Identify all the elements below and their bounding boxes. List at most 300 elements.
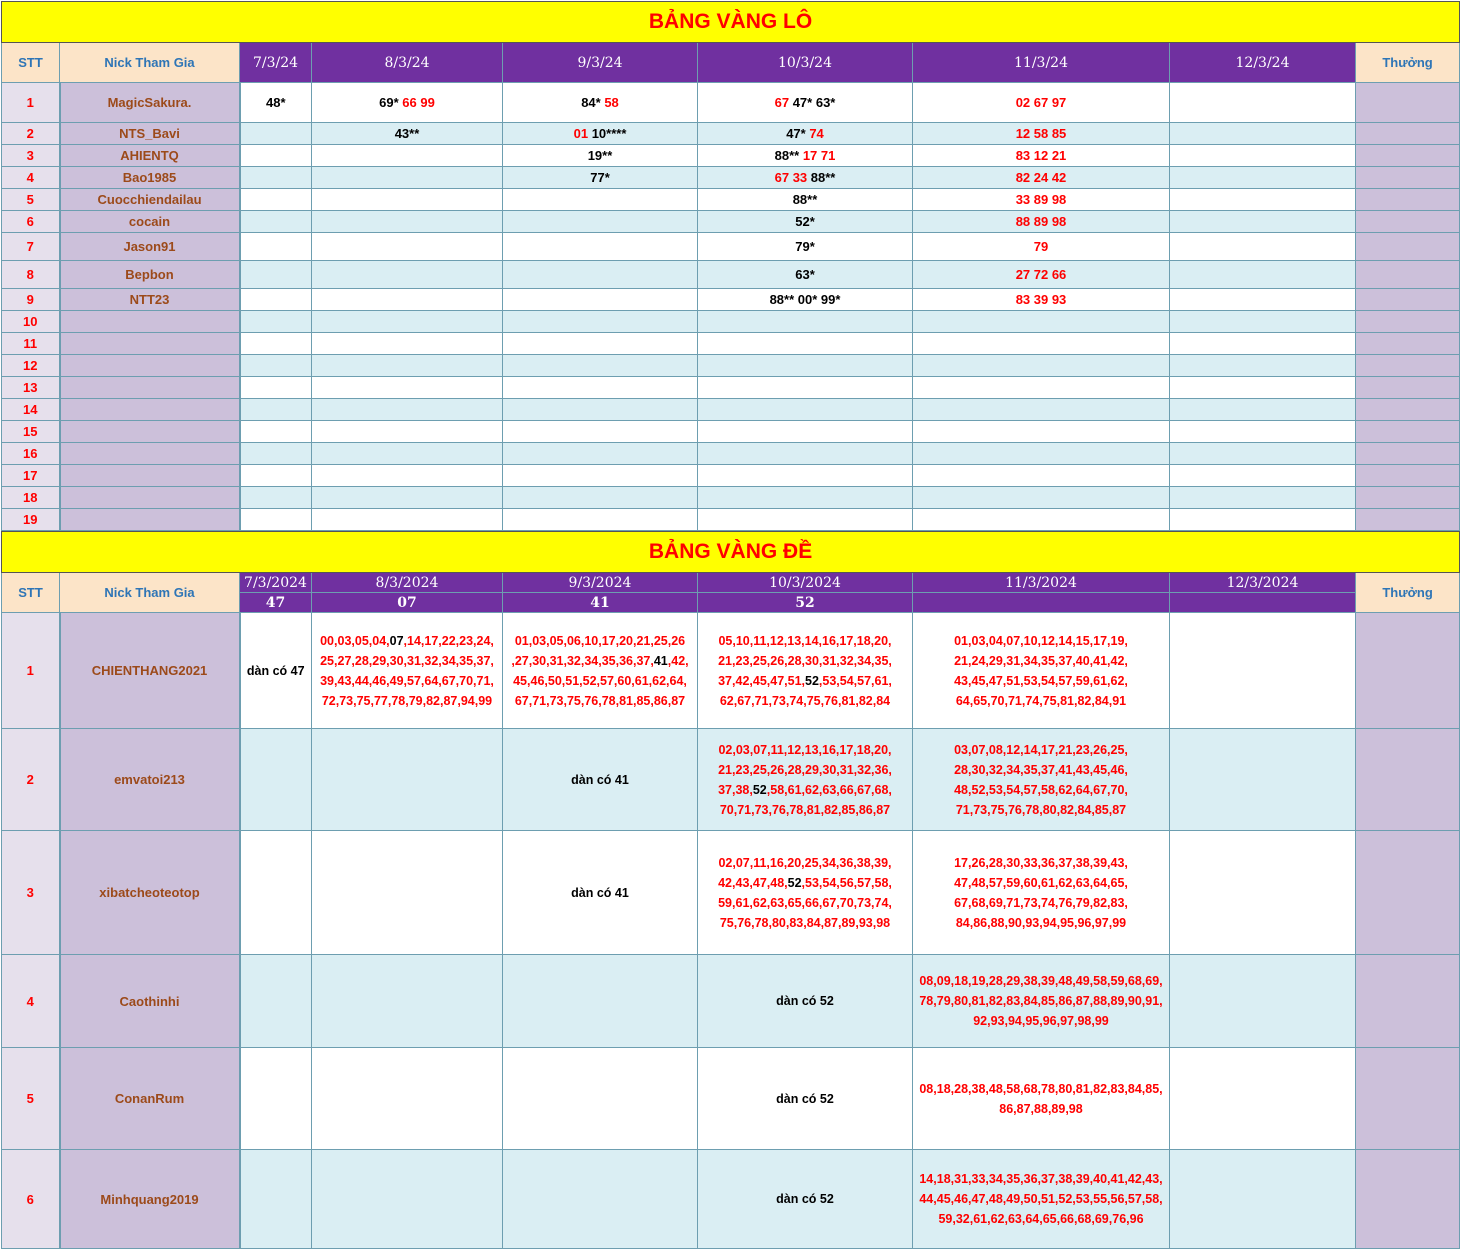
- table-row: [2, 289, 1460, 311]
- cell-number: 08,09,18,19,28,29,38,39,48,49,58,59,68,69,: [919, 974, 1163, 988]
- cell-number: 62,67,71,73,74,75,76,81,82,84: [719, 693, 891, 708]
- row-stt: 8: [2, 261, 60, 289]
- row-stt: 3: [2, 145, 60, 167]
- date-cell[interactable]: [1170, 465, 1356, 487]
- date-cell[interactable]: [698, 955, 913, 1048]
- date-cell[interactable]: [913, 377, 1170, 399]
- de-header-date: 9/3/2024: [503, 573, 698, 593]
- row-stt: 18: [2, 487, 60, 509]
- row-stt: 2: [2, 729, 60, 831]
- de-header-date: 7/3/2024: [240, 573, 312, 593]
- cell-number: dàn có 52: [776, 1192, 834, 1206]
- date-cell[interactable]: [913, 399, 1170, 421]
- row-reward: [1356, 167, 1460, 189]
- date-cell[interactable]: [913, 145, 1170, 167]
- table-row: [2, 145, 1460, 167]
- date-cell[interactable]: [503, 955, 698, 1048]
- row-stt: 2: [2, 123, 60, 145]
- cell-number: 88 89 98: [1015, 214, 1067, 229]
- cell-number: ,42,: [667, 653, 689, 668]
- row-reward: [1356, 311, 1460, 333]
- cell-number: 72,73,75,77,78,79,82,87,94,99: [321, 693, 493, 708]
- date-cell[interactable]: [1170, 311, 1356, 333]
- cell-number: 63*: [795, 267, 815, 282]
- date-cell[interactable]: [312, 377, 503, 399]
- date-cell[interactable]: [240, 211, 312, 233]
- row-nick: Bepbon: [60, 261, 240, 289]
- date-cell[interactable]: [913, 211, 1170, 233]
- date-cell[interactable]: [698, 311, 913, 333]
- date-cell[interactable]: [913, 509, 1170, 531]
- date-cell[interactable]: [312, 355, 503, 377]
- date-cell[interactable]: [503, 443, 698, 465]
- row-nick: Bao1985: [60, 167, 240, 189]
- row-reward: [1356, 289, 1460, 311]
- date-cell[interactable]: [312, 83, 503, 123]
- cell-number: ,58,61,62,63,66,67,68,: [766, 782, 892, 797]
- date-cell[interactable]: [1170, 377, 1356, 399]
- row-stt: 13: [2, 377, 60, 399]
- date-cell[interactable]: [240, 421, 312, 443]
- date-cell[interactable]: [1170, 261, 1356, 289]
- date-cell[interactable]: [240, 333, 312, 355]
- date-cell[interactable]: [312, 1048, 503, 1150]
- date-cell[interactable]: [698, 355, 913, 377]
- date-cell[interactable]: [312, 311, 503, 333]
- date-cell[interactable]: [698, 487, 913, 509]
- date-cell[interactable]: [1170, 729, 1356, 831]
- row-nick: Jason91: [60, 233, 240, 261]
- date-cell[interactable]: [503, 311, 698, 333]
- date-cell[interactable]: [312, 955, 503, 1048]
- table-row: [2, 189, 1460, 211]
- date-cell[interactable]: [503, 729, 698, 831]
- cell-number: 86,87,88,89,98: [999, 1101, 1083, 1116]
- date-cell[interactable]: [1170, 145, 1356, 167]
- cell-number: 37,38,: [718, 782, 753, 797]
- table-row: [2, 261, 1460, 289]
- date-cell[interactable]: [240, 311, 312, 333]
- date-cell[interactable]: [698, 831, 913, 955]
- cell-number: 44,45,46,47,48,49,50,51,52,53,55,56,57,58,: [919, 1192, 1163, 1206]
- cell-number: 67,71,73,75,76,78,81,85,86,87: [514, 693, 686, 708]
- date-cell[interactable]: [698, 443, 913, 465]
- date-cell[interactable]: [240, 189, 312, 211]
- lo-header-date: 11/3/24: [913, 43, 1170, 83]
- date-cell[interactable]: [698, 211, 913, 233]
- cell-number: 78,79,80,81,82,83,84,85,86,87,88,89,90,91,: [919, 994, 1163, 1008]
- cell-number: 21,24,29,31,34,35,37,40,41,42,: [954, 653, 1128, 668]
- date-cell[interactable]: [503, 421, 698, 443]
- cell-number: 70,71,73,76,78,81,82,85,86,87: [719, 802, 891, 817]
- row-reward: [1356, 1150, 1460, 1249]
- cell-number: 00,03,05,04,: [320, 633, 390, 648]
- date-cell[interactable]: [312, 211, 503, 233]
- cell-number: 84,86,88,90,93,94,95,96,97,99: [955, 915, 1127, 930]
- row-reward: [1356, 83, 1460, 123]
- date-cell[interactable]: [312, 289, 503, 311]
- date-cell[interactable]: [698, 289, 913, 311]
- date-cell[interactable]: [240, 831, 312, 955]
- date-cell[interactable]: [312, 123, 503, 145]
- date-cell[interactable]: [913, 421, 1170, 443]
- date-cell[interactable]: [312, 487, 503, 509]
- date-cell[interactable]: [913, 1048, 1170, 1150]
- date-cell[interactable]: [240, 355, 312, 377]
- row-nick: xibatcheoteotop: [60, 831, 240, 955]
- cell-number: 47* 63*: [792, 95, 836, 110]
- date-cell[interactable]: [698, 167, 913, 189]
- cell-number: 88** 00* 99*: [769, 292, 841, 307]
- cell-number: 43,45,47,51,53,54,57,59,61,62,: [954, 673, 1128, 688]
- table-row: [2, 123, 1460, 145]
- cell-number: ,53,54,56,57,58,: [801, 875, 892, 890]
- de-result: [913, 593, 1170, 613]
- row-reward: [1356, 955, 1460, 1048]
- de-result: 07: [312, 593, 503, 613]
- date-cell[interactable]: [1170, 831, 1356, 955]
- row-nick: AHIENTQ: [60, 145, 240, 167]
- cell-number: 52*: [795, 214, 815, 229]
- cell-number: 03,07,08,12,14,17,21,23,26,25,: [954, 742, 1128, 757]
- cell-number: 67: [774, 95, 793, 110]
- date-cell[interactable]: [913, 333, 1170, 355]
- row-stt: 5: [2, 1048, 60, 1150]
- row-nick: [60, 333, 240, 355]
- cell-number: 74: [809, 126, 824, 141]
- date-cell[interactable]: [913, 1150, 1170, 1249]
- date-cell[interactable]: [913, 613, 1170, 729]
- date-cell[interactable]: [1170, 123, 1356, 145]
- cell-number: 48*: [265, 95, 286, 110]
- date-cell[interactable]: [503, 355, 698, 377]
- de-header-nick: Nick Tham Gia: [60, 573, 240, 613]
- date-cell[interactable]: [1170, 443, 1356, 465]
- date-cell[interactable]: [312, 145, 503, 167]
- row-stt: 1: [2, 83, 60, 123]
- date-cell[interactable]: [503, 167, 698, 189]
- date-cell[interactable]: [503, 465, 698, 487]
- date-cell[interactable]: [698, 333, 913, 355]
- cell-number: 88**: [810, 170, 836, 185]
- date-cell[interactable]: [1170, 1048, 1356, 1150]
- date-cell[interactable]: [240, 613, 312, 729]
- date-cell[interactable]: [698, 123, 913, 145]
- date-cell[interactable]: [312, 189, 503, 211]
- row-stt: 6: [2, 1150, 60, 1249]
- date-cell[interactable]: [913, 311, 1170, 333]
- date-cell[interactable]: [312, 261, 503, 289]
- table-row: [2, 613, 1460, 729]
- date-cell[interactable]: [1170, 1150, 1356, 1249]
- row-nick: [60, 487, 240, 509]
- row-nick: [60, 311, 240, 333]
- date-cell[interactable]: [698, 145, 913, 167]
- date-cell[interactable]: [913, 831, 1170, 955]
- date-cell[interactable]: [698, 729, 913, 831]
- date-cell[interactable]: [698, 83, 913, 123]
- date-cell[interactable]: [240, 83, 312, 123]
- date-cell[interactable]: [503, 145, 698, 167]
- row-nick: Caothinhi: [60, 955, 240, 1048]
- date-cell[interactable]: [240, 729, 312, 831]
- date-cell[interactable]: [240, 509, 312, 531]
- date-cell[interactable]: [698, 613, 913, 729]
- cell-number: 01: [573, 126, 592, 141]
- lo-header-date: 12/3/24: [1170, 43, 1356, 83]
- lo-header-date: 9/3/24: [503, 43, 698, 83]
- table-row: [2, 465, 1460, 487]
- cell-number: dàn có 41: [571, 885, 629, 900]
- row-reward: [1356, 487, 1460, 509]
- row-nick: [60, 443, 240, 465]
- row-reward: [1356, 399, 1460, 421]
- cell-number: 79: [1033, 239, 1049, 254]
- date-cell[interactable]: [503, 487, 698, 509]
- date-cell[interactable]: [312, 1150, 503, 1249]
- date-cell[interactable]: [1170, 509, 1356, 531]
- date-cell[interactable]: [913, 955, 1170, 1048]
- de-header-date: 10/3/2024: [698, 573, 913, 593]
- date-cell[interactable]: [913, 233, 1170, 261]
- table-row: [2, 831, 1460, 955]
- date-cell[interactable]: [240, 465, 312, 487]
- date-cell[interactable]: [1170, 399, 1356, 421]
- date-cell[interactable]: [1170, 233, 1356, 261]
- row-stt: 7: [2, 233, 60, 261]
- row-stt: 5: [2, 189, 60, 211]
- cell-number: ,27,30,31,32,34,35,36,37,: [511, 653, 654, 668]
- row-nick: emvatoi213: [60, 729, 240, 831]
- cell-number: 27 72 66: [1015, 267, 1067, 282]
- table-row: [2, 311, 1460, 333]
- cell-number: 52: [752, 782, 767, 797]
- cell-number: 28,30,32,34,35,37,41,43,45,46,: [954, 762, 1128, 777]
- date-cell[interactable]: [1170, 487, 1356, 509]
- row-reward: [1356, 123, 1460, 145]
- lo-header-date: 8/3/24: [312, 43, 503, 83]
- cell-number: 01,03,05,06,10,17,20,21,25,26: [514, 633, 686, 648]
- date-cell[interactable]: [503, 831, 698, 955]
- date-cell[interactable]: [698, 509, 913, 531]
- cell-number: ,53,54,57,61,: [818, 673, 892, 688]
- date-cell[interactable]: [240, 289, 312, 311]
- table-row: [2, 233, 1460, 261]
- de-result: [1170, 593, 1356, 613]
- row-stt: 19: [2, 509, 60, 531]
- date-cell[interactable]: [1170, 421, 1356, 443]
- cell-number: 42,43,47,48,: [718, 875, 788, 890]
- row-nick: NTS_Bavi: [60, 123, 240, 145]
- cell-number: 07: [389, 633, 404, 648]
- cell-number: 21,23,25,26,28,30,31,32,34,35,: [718, 653, 892, 668]
- date-cell[interactable]: [1170, 211, 1356, 233]
- date-cell[interactable]: [312, 465, 503, 487]
- de-header-date: 12/3/2024: [1170, 573, 1356, 593]
- date-cell[interactable]: [1170, 189, 1356, 211]
- table-row: [2, 1048, 1460, 1150]
- cell-number: 67 33: [774, 170, 811, 185]
- date-cell[interactable]: [698, 421, 913, 443]
- row-reward: [1356, 613, 1460, 729]
- date-cell[interactable]: [503, 509, 698, 531]
- date-cell[interactable]: [240, 167, 312, 189]
- date-cell[interactable]: [698, 261, 913, 289]
- date-cell[interactable]: [312, 333, 503, 355]
- row-nick: [60, 421, 240, 443]
- date-cell[interactable]: [312, 831, 503, 955]
- row-reward: [1356, 233, 1460, 261]
- date-cell[interactable]: [913, 487, 1170, 509]
- row-reward: [1356, 355, 1460, 377]
- cell-number: 37,42,45,47,51,: [718, 673, 805, 688]
- date-cell[interactable]: [240, 955, 312, 1048]
- cell-number: 48,52,53,54,57,58,62,64,67,70,: [954, 782, 1128, 797]
- cell-number: ,14,17,22,23,24,: [403, 633, 494, 648]
- cell-number: 21,23,25,26,28,29,30,31,32,36,: [718, 762, 892, 777]
- cell-number: 17,26,28,30,33,36,37,38,39,43,: [954, 855, 1128, 870]
- bang-vang-lo-table: [1, 1, 1460, 531]
- cell-number: 52: [805, 673, 819, 688]
- cell-number: 88**: [792, 192, 818, 207]
- date-cell[interactable]: [240, 399, 312, 421]
- date-cell[interactable]: [312, 443, 503, 465]
- lo-title: BẢNG VÀNG LÔ: [2, 2, 1460, 43]
- row-stt: 11: [2, 333, 60, 355]
- date-cell[interactable]: [503, 233, 698, 261]
- date-cell[interactable]: [698, 1150, 913, 1249]
- date-cell[interactable]: [240, 443, 312, 465]
- table-row: [2, 421, 1460, 443]
- date-cell[interactable]: [913, 443, 1170, 465]
- table-row: [2, 509, 1460, 531]
- date-cell[interactable]: [698, 377, 913, 399]
- cell-number: 47*: [786, 126, 810, 141]
- table-row: [2, 333, 1460, 355]
- cell-number: dàn có 41: [571, 772, 629, 787]
- date-cell[interactable]: [698, 399, 913, 421]
- row-reward: [1356, 145, 1460, 167]
- date-cell[interactable]: [503, 189, 698, 211]
- date-cell[interactable]: [240, 487, 312, 509]
- cell-number: 02 67 97: [1015, 95, 1067, 110]
- row-reward: [1356, 421, 1460, 443]
- date-cell[interactable]: [312, 729, 503, 831]
- date-cell[interactable]: [1170, 613, 1356, 729]
- date-cell[interactable]: [503, 211, 698, 233]
- date-cell[interactable]: [503, 261, 698, 289]
- date-cell[interactable]: [913, 261, 1170, 289]
- row-nick: CHIENTHANG2021: [60, 613, 240, 729]
- date-cell[interactable]: [503, 399, 698, 421]
- date-cell[interactable]: [1170, 83, 1356, 123]
- date-cell[interactable]: [503, 377, 698, 399]
- cell-number: 45,46,50,51,52,57,60,61,62,64,: [513, 673, 687, 688]
- table-row: [2, 443, 1460, 465]
- date-cell[interactable]: [312, 421, 503, 443]
- date-cell[interactable]: [240, 233, 312, 261]
- row-nick: Cuocchiendailau: [60, 189, 240, 211]
- cell-number: 25,27,28,29,30,31,32,34,35,37,: [320, 653, 494, 668]
- date-cell[interactable]: [312, 613, 503, 729]
- cell-number: 43**: [394, 126, 420, 141]
- date-cell[interactable]: [503, 1150, 698, 1249]
- date-cell[interactable]: [698, 233, 913, 261]
- cell-number: 77*: [590, 170, 610, 185]
- date-cell[interactable]: [503, 289, 698, 311]
- date-cell[interactable]: [913, 355, 1170, 377]
- date-cell[interactable]: [503, 613, 698, 729]
- date-cell[interactable]: [913, 289, 1170, 311]
- row-nick: ConanRum: [60, 1048, 240, 1150]
- date-cell[interactable]: [312, 509, 503, 531]
- date-cell[interactable]: [913, 189, 1170, 211]
- cell-number: 52: [787, 875, 802, 890]
- date-cell[interactable]: [312, 399, 503, 421]
- date-cell[interactable]: [1170, 333, 1356, 355]
- cell-number: 66 99: [402, 95, 435, 110]
- de-header-stt: STT: [2, 573, 60, 613]
- date-cell[interactable]: [240, 1048, 312, 1150]
- table-row: [2, 729, 1460, 831]
- date-cell[interactable]: [698, 465, 913, 487]
- date-cell[interactable]: [503, 123, 698, 145]
- date-cell[interactable]: [698, 189, 913, 211]
- date-cell[interactable]: [698, 1048, 913, 1150]
- lo-header-reward: Thưởng: [1356, 43, 1460, 83]
- cell-number: 19**: [587, 148, 613, 163]
- de-header-date: 11/3/2024: [913, 573, 1170, 593]
- table-row: [2, 355, 1460, 377]
- date-cell[interactable]: [312, 233, 503, 261]
- row-reward: [1356, 211, 1460, 233]
- date-cell[interactable]: [1170, 355, 1356, 377]
- date-cell[interactable]: [503, 1048, 698, 1150]
- date-cell[interactable]: [1170, 167, 1356, 189]
- cell-number: 47,48,57,59,60,61,62,63,64,65,: [954, 875, 1128, 890]
- date-cell[interactable]: [913, 465, 1170, 487]
- cell-number: 84*: [581, 95, 605, 110]
- cell-number: 05,10,11,12,13,14,16,17,18,20,: [718, 633, 892, 648]
- row-stt: 9: [2, 289, 60, 311]
- row-stt: 14: [2, 399, 60, 421]
- de-header-reward: Thưởng: [1356, 573, 1460, 613]
- cell-number: 12 58 85: [1015, 126, 1067, 141]
- date-cell[interactable]: [913, 83, 1170, 123]
- date-cell[interactable]: [913, 167, 1170, 189]
- cell-number: 02,03,07,11,12,13,16,17,18,20,: [718, 742, 892, 757]
- cell-number: 01,03,04,07,10,12,14,15,17,19,: [954, 633, 1128, 648]
- date-cell[interactable]: [503, 83, 698, 123]
- date-cell[interactable]: [312, 167, 503, 189]
- date-cell[interactable]: [240, 145, 312, 167]
- row-reward: [1356, 1048, 1460, 1150]
- date-cell[interactable]: [503, 333, 698, 355]
- date-cell[interactable]: [1170, 289, 1356, 311]
- row-stt: 1: [2, 613, 60, 729]
- de-result: 52: [698, 593, 913, 613]
- cell-number: 64,65,70,71,74,75,81,82,84,91: [955, 693, 1127, 708]
- row-nick: MagicSakura.: [60, 83, 240, 123]
- date-cell[interactable]: [1170, 955, 1356, 1048]
- date-cell[interactable]: [913, 123, 1170, 145]
- date-cell[interactable]: [240, 1150, 312, 1249]
- date-cell[interactable]: [240, 123, 312, 145]
- date-cell[interactable]: [240, 261, 312, 289]
- bang-vang-de-table: [1, 531, 1460, 1249]
- date-cell[interactable]: [240, 377, 312, 399]
- date-cell[interactable]: [913, 729, 1170, 831]
